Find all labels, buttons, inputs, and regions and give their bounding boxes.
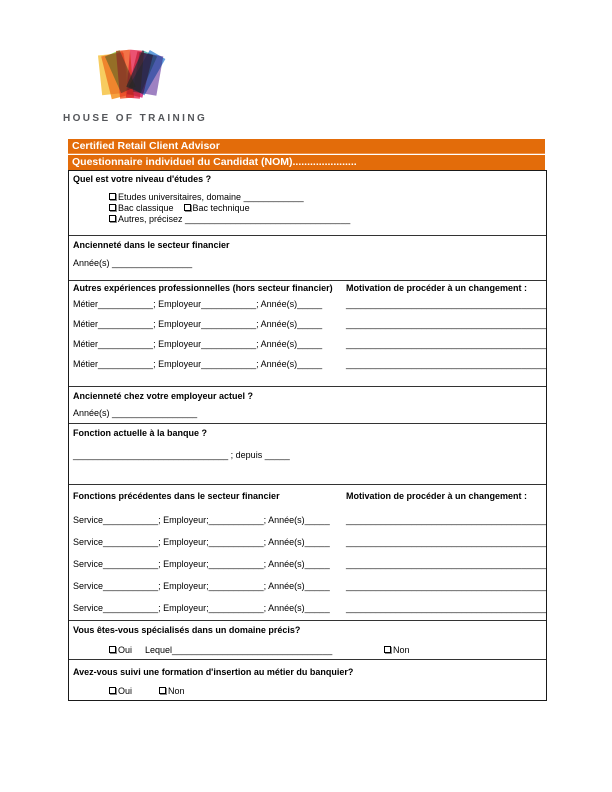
- section-previous-functions: [69, 484, 546, 620]
- section-education: [69, 171, 546, 235]
- checkbox-icon[interactable]: [184, 204, 191, 211]
- service-row: Service___________; Employeur;___________; Année(s)_____: [73, 581, 330, 591]
- checkbox-icon[interactable]: [109, 215, 116, 222]
- section-insertion-training: [69, 659, 546, 700]
- header-title-bar: Certified Retail Client Advisor: [68, 139, 545, 154]
- header-subtitle-bar: Questionnaire individuel du Candidat (NOM)......................: [68, 155, 545, 170]
- education-option-autres: [109, 214, 350, 224]
- option-label: Non: [393, 645, 410, 655]
- brand-name: HOUSE OF TRAINING: [63, 113, 208, 124]
- section-specialization: [69, 620, 546, 659]
- experience-row: Métier___________; Employeur___________; Année(s)_____: [73, 299, 323, 309]
- specialization-no: [384, 645, 410, 655]
- section-title-right: Motivation de procéder à un changement :: [346, 491, 528, 501]
- education-question: Quel est votre niveau d'études ?: [73, 174, 212, 184]
- checkbox-icon[interactable]: [384, 646, 391, 653]
- service-row: Service___________; Employeur;___________; Année(s)_____: [73, 515, 330, 525]
- service-row: Service___________; Employeur;___________; Année(s)_____: [73, 603, 330, 613]
- option-label: Oui: [118, 645, 133, 655]
- section-title: Ancienneté chez votre employeur actuel ?: [73, 391, 254, 401]
- motivation-line: ________________________________________: [346, 299, 547, 309]
- motivation-line: ________________________________________: [346, 581, 547, 591]
- specialization-question: Vous êtes-vous spécialisés dans un domaine précis?: [73, 625, 301, 635]
- checkbox-icon[interactable]: [109, 646, 116, 653]
- checkbox-icon[interactable]: [109, 204, 116, 211]
- insertion-yes: [109, 686, 132, 696]
- service-row: Service___________; Employeur;___________; Année(s)_____: [73, 537, 330, 547]
- checkbox-icon[interactable]: [109, 193, 116, 200]
- education-option-university: [109, 192, 304, 202]
- years-field: Année(s) ________________: [73, 258, 193, 268]
- option-label: Non: [168, 686, 185, 696]
- motivation-line: ________________________________________: [346, 537, 547, 547]
- motivation-line: ________________________________________: [346, 319, 547, 329]
- section-title: Fonction actuelle à la banque ?: [73, 428, 208, 438]
- section-other-experience: [69, 280, 546, 386]
- experience-row: Métier___________; Employeur___________; Année(s)_____: [73, 359, 323, 369]
- motivation-line: ________________________________________: [346, 339, 547, 349]
- motivation-line: ________________________________________: [346, 559, 547, 569]
- insertion-no: [159, 686, 185, 696]
- specialization-yes: [109, 645, 132, 655]
- option-label: Autres, précisez _________________________________: [118, 214, 351, 224]
- questionnaire-table: [68, 170, 547, 701]
- option-label: Bac technique: [192, 203, 250, 213]
- section-title-left: Fonctions précédentes dans le secteur financier: [73, 491, 280, 501]
- section-seniority-financial: [69, 235, 546, 280]
- section-title: Ancienneté dans le secteur financier: [73, 240, 230, 250]
- insertion-question: Avez-vous suivi une formation d'insertion au métier du banquier?: [73, 667, 354, 677]
- section-seniority-employer: [69, 386, 546, 423]
- house-of-training-logo-icon: [92, 42, 168, 108]
- function-field: _______________________________ ; depuis _____: [73, 450, 290, 460]
- option-label: Oui: [118, 686, 133, 696]
- option-label: Etudes universitaires, domaine ____________: [118, 192, 304, 202]
- section-current-function: [69, 423, 546, 484]
- option-label: Bac classique: [118, 203, 174, 213]
- education-option-bac-row: [109, 203, 250, 213]
- experience-row: Métier___________; Employeur___________; Année(s)_____: [73, 339, 323, 349]
- motivation-line: ________________________________________: [346, 359, 547, 369]
- years-field: Année(s) _________________: [73, 408, 198, 418]
- section-title-right: Motivation de procéder à un changement :: [346, 283, 528, 293]
- section-title-left: Autres expériences professionnelles (hors secteur financier): [73, 283, 333, 293]
- service-row: Service___________; Employeur;___________; Année(s)_____: [73, 559, 330, 569]
- specialization-lequel-field: Lequel________________________________: [145, 645, 333, 655]
- checkbox-icon[interactable]: [159, 687, 166, 694]
- experience-row: Métier___________; Employeur___________; Année(s)_____: [73, 319, 323, 329]
- motivation-line: ________________________________________: [346, 515, 547, 525]
- motivation-line: ________________________________________: [346, 603, 547, 613]
- checkbox-icon[interactable]: [109, 687, 116, 694]
